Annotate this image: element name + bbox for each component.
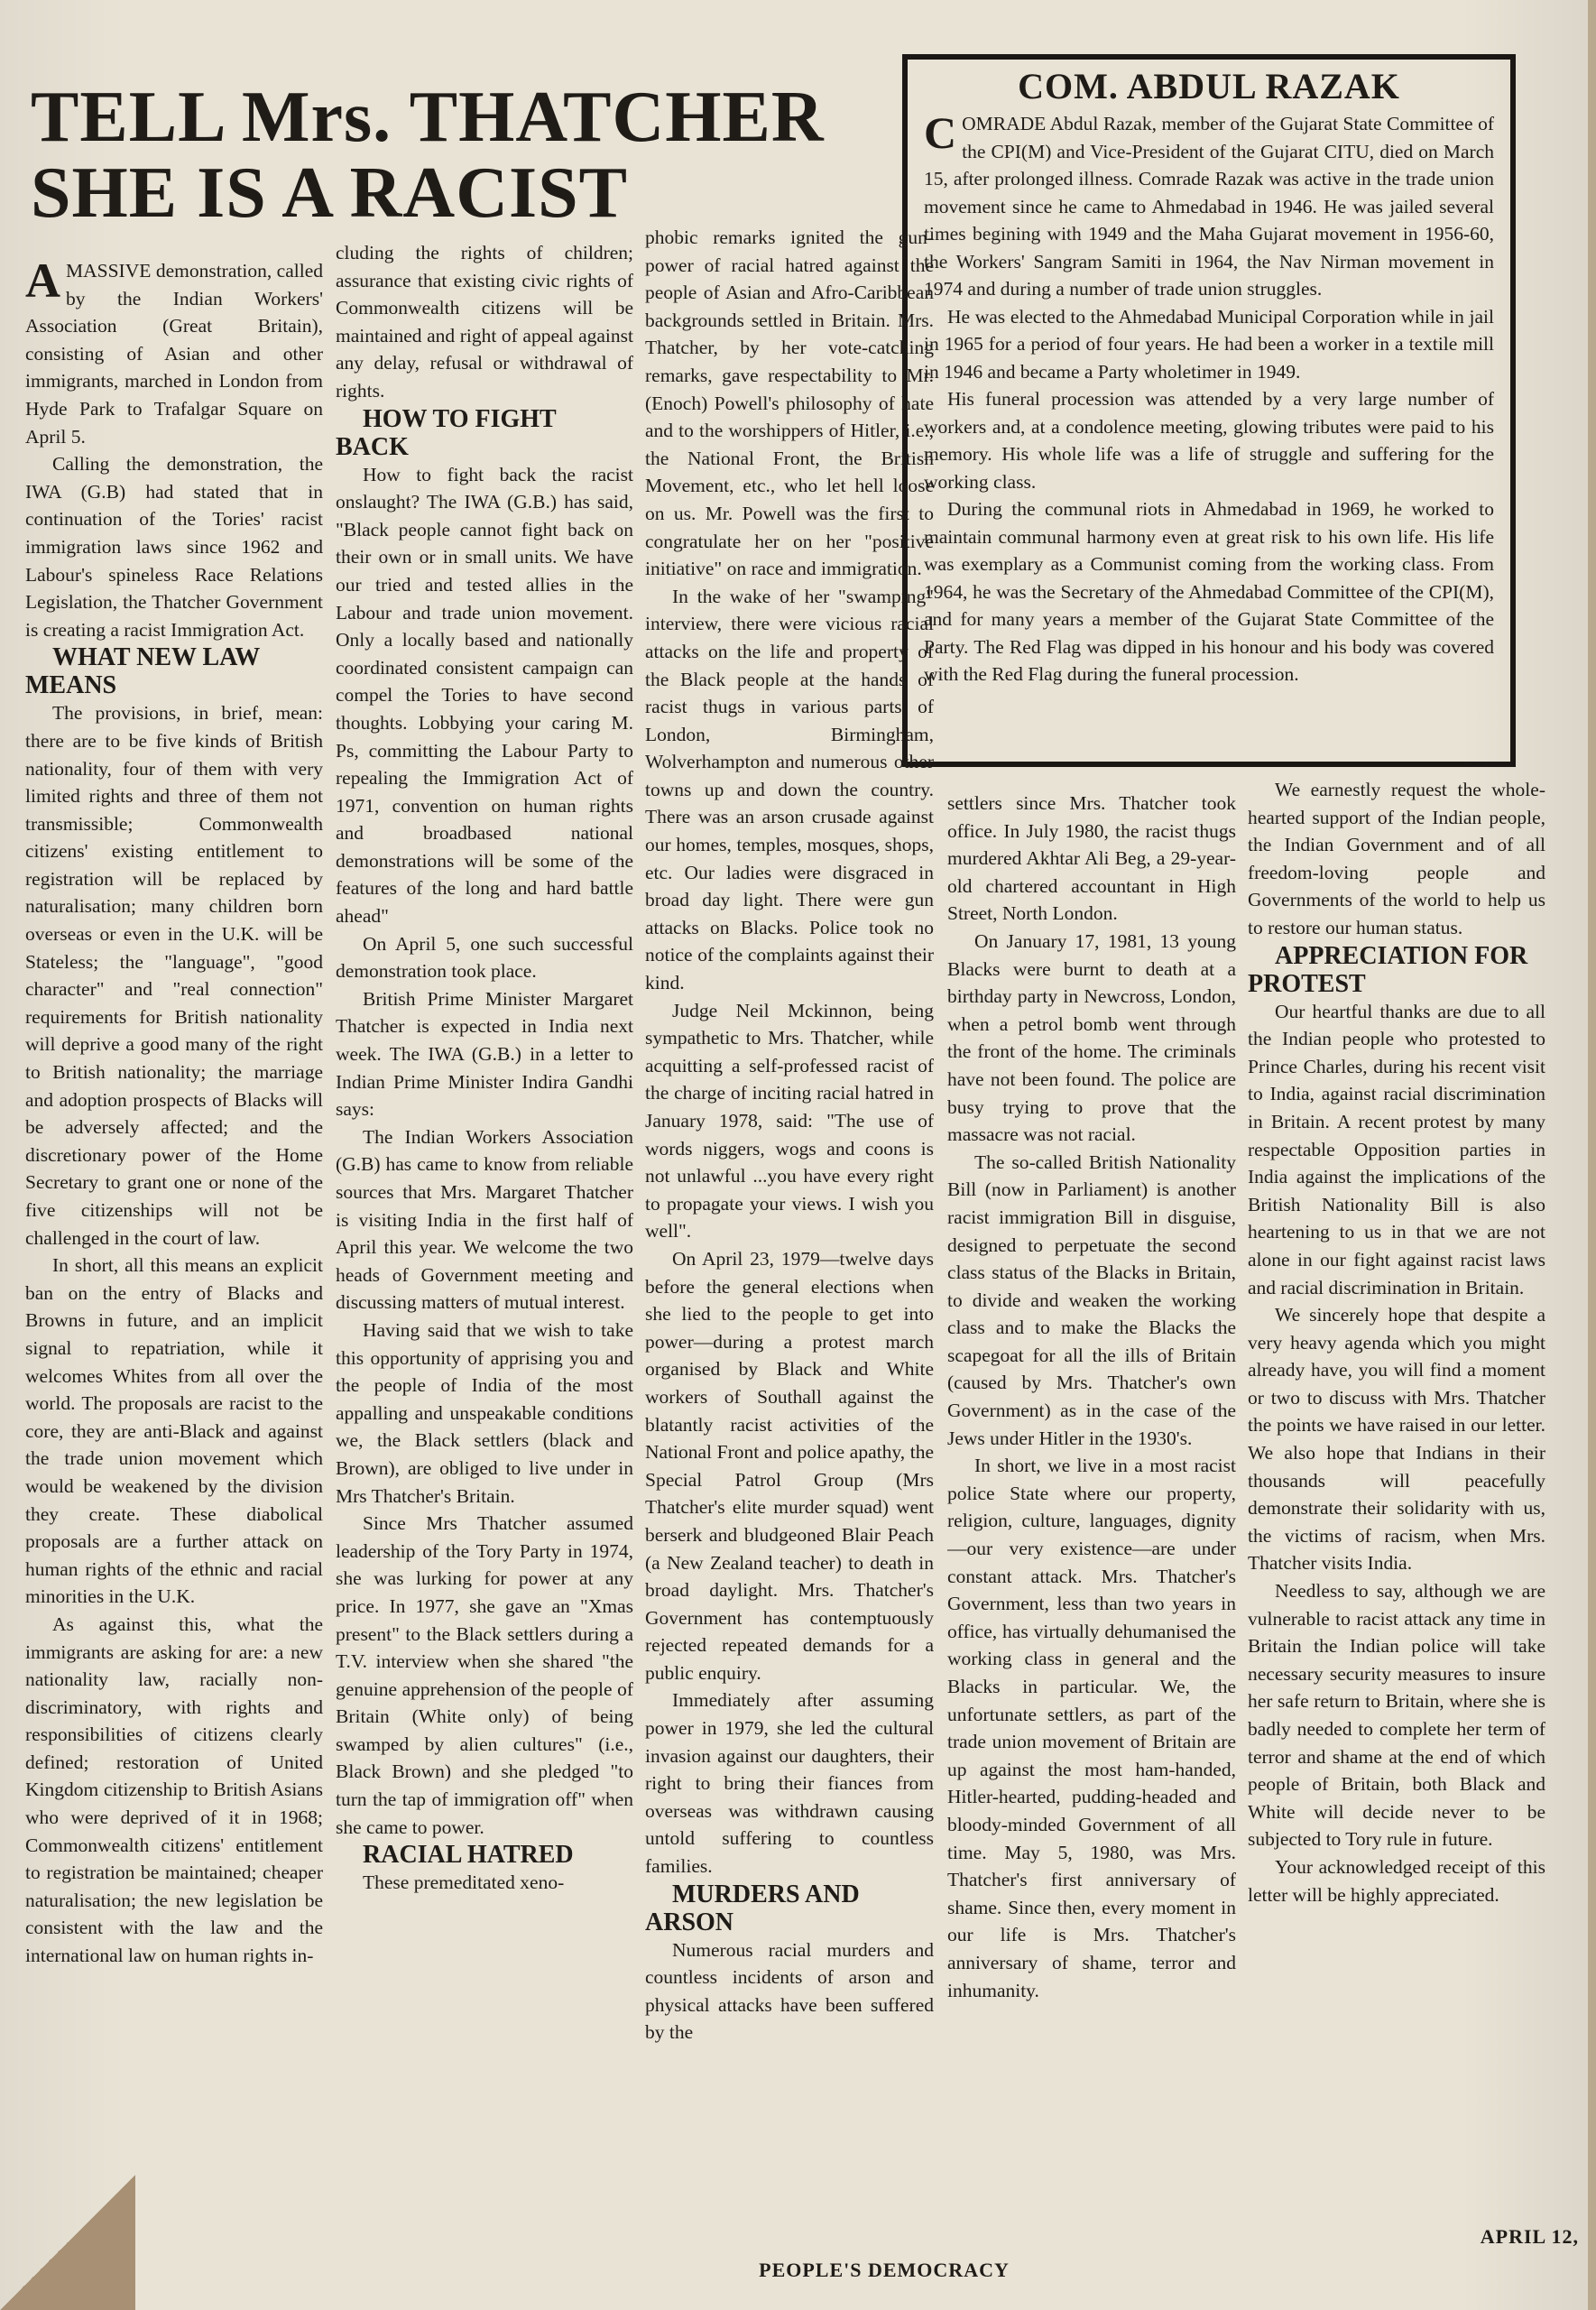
article-column-4: [947, 790, 1236, 2206]
paragraph: Having said that we wish to take this opportunity of apprising you and the people of India of the most appalling and unspeakable conditions we, the Black settlers (black and Brown), are obliged to live under in Mrs Thatcher's Britain.: [336, 1318, 633, 1507]
lead-paragraph: AMASSIVE demonstration, called by the Indian Workers' Association (Great Britain), consisting of Asian and other immigrants, marched in London from Hyde Park to Trafalgar Square on April 5.: [25, 257, 323, 448]
paragraph: Since Mrs Thatcher assumed leadership of the Tory Party in 1974, she was lurking for power at any price. In 1977, she gave an "Xmas present" to the Black settlers during a T.V. interview when she shared "the genuine apprehension of the people of Britain (White only) of being swamped by alien cultures" (i.e., Black Brown) and she pledged "to turn the tap of immigration off" when she came to power.: [336, 1512, 633, 1838]
article-column-5: [1248, 776, 1545, 2220]
subheading: APPRECIATION FOR PROTEST: [1248, 941, 1528, 998]
paragraph: Judge Neil Mckinnon, being sympathetic to Mrs. Thatcher, while acquitting a self-professed racist of the charge of inciting racial hatred in January 1978, said: "The use of words niggers, wogs and coons is not unlawful ...you have every right to propagate your views. I wish you well".: [645, 999, 934, 1243]
paragraph: These premeditated xeno-: [363, 1871, 565, 1894]
obituary-title: COM. ABDUL RAZAK: [1018, 66, 1400, 106]
issue-date: APRIL 12,: [1480, 2225, 1579, 2248]
paragraph: The Indian Workers Association (G.B) has came to know from reliable sources that Mrs. Margaret Thatcher is visiting India in the first half of April this year. We welcome the two heads of Government meeting and discussing matters of mutual interest.: [336, 1125, 633, 1314]
paragraph: Needless to say, although we are vulnerable to racist attack any time in Britain the Indian police will take necessary security measures to insure her safe return to Britain, where she is badly needed to complete her term of terror and shame at the end of which people of Britain, both Black and White will decide never to be subjected to Tory rule in future.: [1248, 1580, 1545, 1851]
paragraph: Calling the demonstration, the IWA (G.B) had stated that in continuation of the Tories' racist immigration laws since 1962 and Labour's spineless Race Relations Legislation, the Thatcher Government is creating a racist Immigration Act.: [25, 453, 323, 641]
subheading: RACIAL HATRED: [363, 1841, 574, 1870]
paragraph: Your acknowledged receipt of this letter will be highly appreciated.: [1248, 1855, 1545, 1906]
article-column-3: [645, 224, 934, 2245]
paragraph: In short, all this means an explicit ban on the entry of Blacks and Browns in future, and an implicit signal to repatriation, while it welcomes Whites from all over the world. The proposals are racist to the core, they are anti-Black and against the trade union movement which would be weakened by the division they create. These diabolical proposals are a further attack on human rights of the ethnic and racial minorities in the U.K.: [25, 1254, 323, 1608]
obituary-paragraph: COMRADE Abdul Razak, member of the Gujarat State Committee of the CPI(M) and Vice-President of the Gujarat CITU, died on March 15, after prolonged illness. Comrade Razak was active in the trade union movement since he came to Ahmedabad in 1946. He was jailed several times begining with 1949 and the Maha Gujarat movement in 1956-60, the Workers' Sangram Samiti in 1964, the Nav Nirman movement in 1974 and during a number of trade union struggles.: [924, 107, 1494, 300]
torn-corner: [0, 2175, 135, 2310]
subheading: HOW TO FIGHT BACK: [336, 404, 557, 461]
paragraph: Our heartful thanks are due to all the Indian people who protested to Prince Charles, during his recent visit to India, against racial discrimination in Britain. A recent protest by many respectable Opposition parties in India against the implications of the British Nationality Bill is also heartening to us in that we are not alone in our fight against racist laws and racial discrimination in Britain.: [1248, 1000, 1545, 1298]
paragraph: settlers since Mrs. Thatcher took office. In July 1980, the racist thugs murdered Akhtar Ali Beg, a 29-year-old chartered accountant in High Street, North London.: [947, 792, 1236, 925]
paragraph: British Prime Minister Margaret Thatcher is expected in India next week. The IWA (G.B.) in a letter to Indian Prime Minister Indira Gandhi says:: [336, 987, 633, 1121]
obituary-paragraph: During the communal riots in Ahmedabad in 1969, he worked to maintain communal harmony even at great risk to his own life. His life was exemplary as a Communist coming from the working class. From 1964, he was the Secretary of the Ahmedabad Committee of the CPI(M), and for many years a member of the Gujarat State Committee of the Party. The Red Flag was dipped in his honour and his body was covered with the Red Flag during the funeral procession.: [924, 498, 1494, 685]
obituary-text: [924, 107, 1494, 688]
headline: TELL Mrs. THATCHER SHE IS A RACIST: [31, 78, 825, 233]
paragraph: We sincerely hope that despite a very heavy agenda which you might already have, you will find a moment or two to discuss with Mrs. Thatcher the points we have raised in our letter. We also hope that Indians in their thousands will peacefully demonstrate their solidarity with us, the victims of racism, when Mrs. Thatcher visits India.: [1248, 1304, 1545, 1575]
paragraph: As against this, what the immigrants are asking for are: a new nationality law, racially non-discriminatory, with rights and responsibilities of citizens clearly defined; restoration of United Kingdom citizenship to British Asians who were deprived of it in 1968; Commonwealth citizens' entitlement to registration be maintained; cheaper naturalisation; the new legislation be consistent with the law and the international law on human rights in-: [25, 1612, 323, 1967]
paragraph: Immediately after assuming power in 1979, she led the cultural invasion against our daughters, their right to bring their fiances from overseas was withdrawn causing untold suffering to countless families.: [645, 1689, 934, 1878]
article-column-2: [336, 239, 633, 2251]
obituary-box: [902, 54, 1516, 767]
drop-cap: C: [924, 107, 957, 158]
paragraph: In the wake of her "swamping" interview, there were vicious racial attacks on the life and property of the Black people at the hands of racist thugs in various parts of London, Birmingham, Wolverhampton and numerous other towns up and down the country. There was an arson crusade against our homes, temples, mosques, shops, etc. Our ladies were disgraced in broad day light. There were gun attacks on Blacks. Police took no notice of the complaints against their kind.: [645, 585, 934, 994]
paragraph: The so-called British Nationality Bill (now in Parliament) is another racist immigration Bill in disguise, designed to perpetuate the second class status of the Blacks in Britain, to divide and weaken the working class and to make the Blacks the scapegoat for all the ills of Britain (caused by Mrs. Thatcher's own Government) as in the case of the Jews under Hitler in the 1930's.: [947, 1150, 1236, 1449]
obituary-paragraph: He was elected to the Ahmedabad Municipal Corporation while in jail in 1965 for a period of four years. He had been a worker in a textile mill in 1946 and became a Party wholetimer in 1949.: [924, 305, 1494, 383]
paragraph: The provisions, in brief, mean: there are to be five kinds of British nationality, four of them with very limited rights and three of them not transmissible; Commonwealth citizens' existing entitlement to registration will be replaced by naturalisation; many children born overseas or even in the U.K. will be Stateless; the "language", "good character" and "real connection" requirements for British nationality will deprive a good many of the right to British nationality; the marriage and adoption prospects of Blacks will be adversely affected; and the discretionary power of the Home Secretary to grant one or none of the five citizenships will not be challenged in the court of law.: [25, 702, 323, 1249]
paragraph: On April 23, 1979—twelve days before the general elections when she lied to the people to get into power—during a protest march organised by Black and White workers of Southall against the blatantly racist activities of the National Front and police apathy, the Special Patrol Group (Mrs Thatcher's elite murder squad) went berserk and bludgeoned Blair Peach (a New Zealand teacher) to death in broad daylight. Mrs. Thatcher's Government has contemptuously rejected repeated demands for a public enquiry.: [645, 1247, 934, 1684]
obituary-paragraph: His funeral procession was attended by a very large number of workers and, at a condolence meeting, glowing tributes were paid to his memory. His whole life was a life of struggle and suffering for the working class.: [924, 388, 1494, 493]
drop-cap: A: [25, 257, 60, 308]
article-column-1: [25, 257, 323, 2251]
paragraph: Numerous racial murders and countless incidents of arson and physical attacks have been suffered by the: [645, 1938, 934, 2044]
paragraph: We earnestly request the whole-hearted support of the Indian people, the Indian Government and of all freedom-loving people and Governments of the world to help us to restore our human status.: [1248, 779, 1545, 938]
paragraph: How to fight back the racist onslaught? The IWA (G.B.) has said, "Black people cannot fight back on their own or in small units. We have our tried and tested allies in the Labour and trade union movement. Only a locally based and nationally coordinated consistent campaign can compel the Tories to have second thoughts. Lobbying your caring M. Ps, committing the Labour Party to repealing the Immigration Act of 1971, convention on human rights and broadbased national demonstrations will be some of the features of the long and hard battle ahead": [336, 463, 633, 928]
publication-name: PEOPLE'S DEMOCRACY: [759, 2259, 1010, 2281]
paragraph: In short, we live in a most racist police State where our property, religion, culture, languages, dignity—our very existence—are under constant attack. Mrs. Thatcher's Government, less than two years in office, has virtually dehumanised the working class in general and the Blacks in particular. We, the unfortunate settlers, as part of the trade union movement of Britain are up against the most ham-handed, Hitler-hearted, pudding-headed and bloody-minded Government of all time. May 5, 1980, was Mrs. Thatcher's first anniversary of shame. Since then, every moment in our life is Mrs. Thatcher's anniversary of shame, terror and inhumanity.: [947, 1455, 1236, 2001]
paragraph: cluding the rights of children; assurance that existing civic rights of Commonwealth citizens will be maintained and right of appeal against any delay, refusal or withdrawal of rights.: [336, 242, 633, 402]
subheading: WHAT NEW LAW MEANS: [25, 643, 260, 700]
paragraph: phobic remarks ignited the gun-power of racial hatred against the people of Asian and Afro-Caribbean backgrounds settled in Britain. Mrs. Thatcher, by her vote-catching remarks, gave respectability to Mr. (Enoch) Powell's philosophy of hate and to the worshippers of Hitler, i.e., the National Front, the British Movement, etc., who let hell loose on us. Mr. Powell was the first to congratulate her on her "positive initiative" on race and immigration.: [645, 226, 934, 580]
paragraph: On January 17, 1981, 13 young Blacks were burnt to death at a birthday party in Newcross, London, when a petrol bomb went through the front of the home. The criminals have not been found. The police are busy trying to prove that the massacre was not racial.: [947, 929, 1236, 1146]
subheading: MURDERS AND ARSON: [645, 1880, 860, 1936]
paragraph: On April 5, one such successful demonstration took place.: [336, 932, 633, 983]
